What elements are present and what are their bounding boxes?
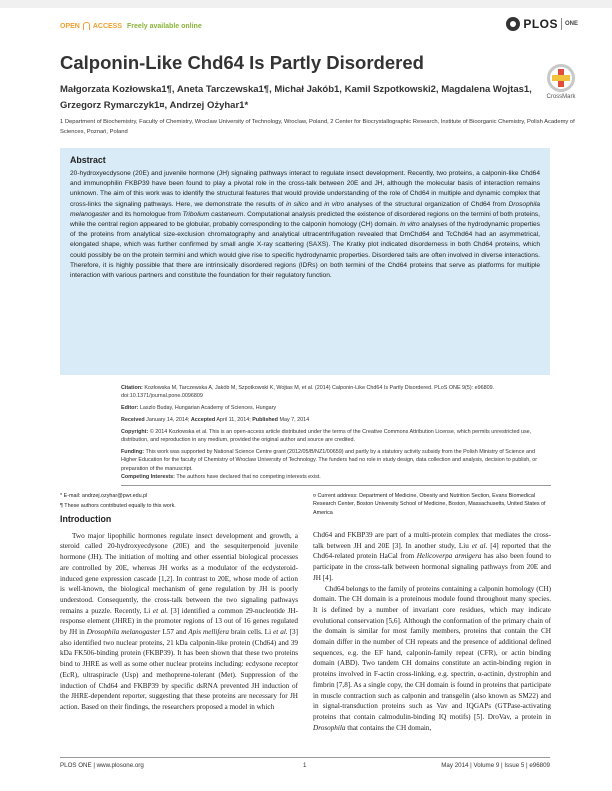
footer-journal: PLOS ONE | www.plosone.org [60,762,144,769]
authors-line-2: Grzegorz Rymarczyk1¤, Andrzej Ożyhar1* [60,100,249,111]
footer-rule [60,757,550,758]
affiliations: 1 Department of Biochemistry, Faculty of Chemistry, Wroclaw University of Technology, Wroclaw, Poland, 2 Center for Biocrystallographic Research, Institute of Bioorganic Chemistry, Polish Academy of Sciences, Poznań, Poland [60,119,575,135]
intro-paragraph-2: Chd64 belongs to the family of proteins containing a calponin homology (CH) domain. The CH domain is a proteinous module found throughout many species. It is defined by a number of invariant core residues, which may indicate evolutional conservation [5,6]. Although the conformation of the primary chain of the domain is similar for most family members, proteins that contain the CH domain differ in the number of CH repeats and the presence of additional defined sequences, e.g. the EF hand, calponin-family repeat (CFR), or actin binding domain (ABD). Two tandem CH domains constitute an actin-binding region in proteins involved in F-actin cross-linking, e.g. spectrin, α-actinin, dystrophin and fimbrin [7,8]. As a single copy, the CH domain is found in proteins that participate in muscle contraction such as calponin and transgelin (also known as SM22) and in signal-transduction proteins such as Vav and IQGAPs (GTPase-activating proteins that contain calmodulin-binding IQ motifs) [5]. DroVav, a protein in Drosophila that contains the CH domain, [313,584,551,732]
footer-page-number: 1 [303,762,307,769]
dates: Received January 14, 2014; Accepted April 11, 2014; Published May 7, 2014 [121,417,310,423]
footer-issue: May 2014 | Volume 9 | Issue 5 | e96809 [441,762,550,769]
authors-line-1: Małgorzata Kozłowska1¶, Aneta Tarczewska1¶, Michał Jakób1, Kamil Szpotkowski2, Magdalena Wojtas1, [60,84,532,95]
body-right-column [313,530,551,746]
plos-logo-icon [506,17,520,31]
open-lock-icon [83,22,90,30]
body-left-column [60,514,298,746]
abstract-box [60,148,550,375]
funding: Funding: This work was supported by National Science Centre grant (2012/05/B/NZ1/00659) and partly by a statutory activity subsidy from the Polish Ministry of Science and Higher Education for the faculty of Chemistry of Wroclaw University of Technology. The funders had no role in study design, data collection and analysis, decision to publish, or preparation of the manuscript. [121,449,538,472]
one-text: ONE [564,21,578,27]
intro-paragraph-continued: Chd64 and FKBP39 are part of a multi-protein complex that mediates the cross-talk between JH and 20E [3]. In another study, Liu et al. [4] reported that the Chd64-related protein HaCal from Helicoverpa armigera has also been found to participate in the cross-talk between hormonal signaling pathways from 20E and JH [4]. [313,531,551,582]
plos-one-logo[interactable] [506,17,578,31]
equal-contribution-note: ¶ These authors contributed equally to this work. [60,503,176,509]
crossmark-badge[interactable] [536,64,586,100]
plos-text: PLOS [523,17,558,31]
logo-divider [561,18,562,30]
freely-available-text: Freely available online [127,22,202,30]
introduction-heading: Introduction [60,514,112,524]
citation: Citation: Kozłowska M, Tarczewska A, Jakób M, Szpotkowski K, Wojtas M, et al. (2014) Calponin-Like Chd64 Is Partly Disordered. PLoS ONE 9(5): e96809. doi:10.1371/journal.pone.0096809 [121,385,495,400]
email-note: * E-mail: andrzej.ozyhar@pwr.edu.pl [60,493,148,499]
access-text: ACCESS [92,22,123,30]
crossmark-label: CrossMark [546,94,576,100]
open-text: OPEN [60,22,80,30]
crossmark-icon [547,64,575,92]
abstract-text: 20-hydroxyecdysone (20E) and juvenile hormone (JH) signaling pathways interact to regulate insect development. Recently, two proteins, a calponin-like Chd64 and immunophilin FKBP39 have been found to play a pivotal role in the cross-talk between 20E and JH, although the molecular basis of interaction remains unknown. The aim of this work was to identify the structural features that would provide understanding of the role of Chd64 in multiple and dynamic complex that cross-links the signaling pathways. Here, we demonstrate the results of in silico and in vitro analyses of the structural organization of Chd64 from Drosophila melanogaster and its homologue from Tribolium castaneum. Computational analysis predicted the existence of disordered regions on the termini of both proteins, while the central region appeared to be globular, probably corresponding to the calponin homology (CH) domain. In vitro analyses of the hydrodynamic properties of the proteins from analytical size-exclusion chromatography and analytical ultracentrifugation revealed that DmChd64 and TcChd64 had an asymmetrical, elongated shape, which was further confirmed by small angle X-ray scattering (SAXS). The Kratky plot indicated disorderness in both Chd64 proteins, which could possibly be on the protein termini and which would give rise to specific hydrodynamic properties. Disordered tails are often involved in diverse interactions. Therefore, it is highly possible that there are intrinsically disordered regions (IDRs) on both termini of the Chd64 proteins that serve as platforms for multiple interaction with various partners and constitute the foundation for their regulatory function. [70,170,541,280]
copyright: Copyright: © 2014 Kozłowska et al. This is an open-access article distributed under the terms of the Creative Commons Attribution License, which permits unrestricted use, distribution, and reproduction in any medium, provided the original author and source are credited. [121,429,532,444]
current-address-note: ¤ Current address: Department of Medicine, Obesity and Nutrition Section, Evans Biomedical Research Center, Boston University School of Medicine, Boston, Massachusetts, United States of America [313,493,546,516]
meta-separator [121,485,551,486]
article-title: Calponin-Like Chd64 Is Partly Disordered [60,52,424,73]
abstract-heading: Abstract [70,155,106,165]
author-list [60,82,560,114]
editor: Editor: Laszlo Buday, Hungarian Academy of Sciences, Hungary [121,405,277,411]
competing-interests: Competing Interests: The authors have declared that no competing interests exist. [121,474,321,480]
top-bar [0,0,612,8]
intro-paragraph-1: Two major lipophilic hormones regulate insect development and growth, a steroid called 20-hydroxyecdysone (20E) and the sesquiterpenoid juvenile hormone (JH). The initiation of molting and other essential biological processes are controlled by 20E, whereas JH works as a modulator of the ecdysteroid-induced gene expression cascade [1,2]. In contrast to 20E, whose mode of action is well-known, the biological mechanism of gene regulation by JH is poorly understood. Consequently, the cross-talk between the two signaling pathways remains a puzzle. Recently, Li et al. [3] identified a common 29-nucleotide JH-response element (JHRE) in the promoter regions of 13 out of 16 genes regulated by JH in Drosophila melanogaster L57 and Apis mellifera brain cells. Li et al. [3] also identified two nuclear proteins, 21 kDa calponin-like protein (Chd64) and 39 kDa FK506-binding protein (FKBP39). It has been shown that these two proteins bind to JHRE as well as some other nuclear proteins including: ecdysone receptor (EcR), ultraspiracle (Usp) and methoprene-tolerant (Met). Suppression of the induction of Chd64 and FKBP39 by specific dsRNA prevented JH induction of the JHRE-dependent reporter, suggesting that these proteins are necessary for JH action. Based on their findings, the researchers proposed a model in which [60,531,298,711]
open-access-label [60,22,202,30]
